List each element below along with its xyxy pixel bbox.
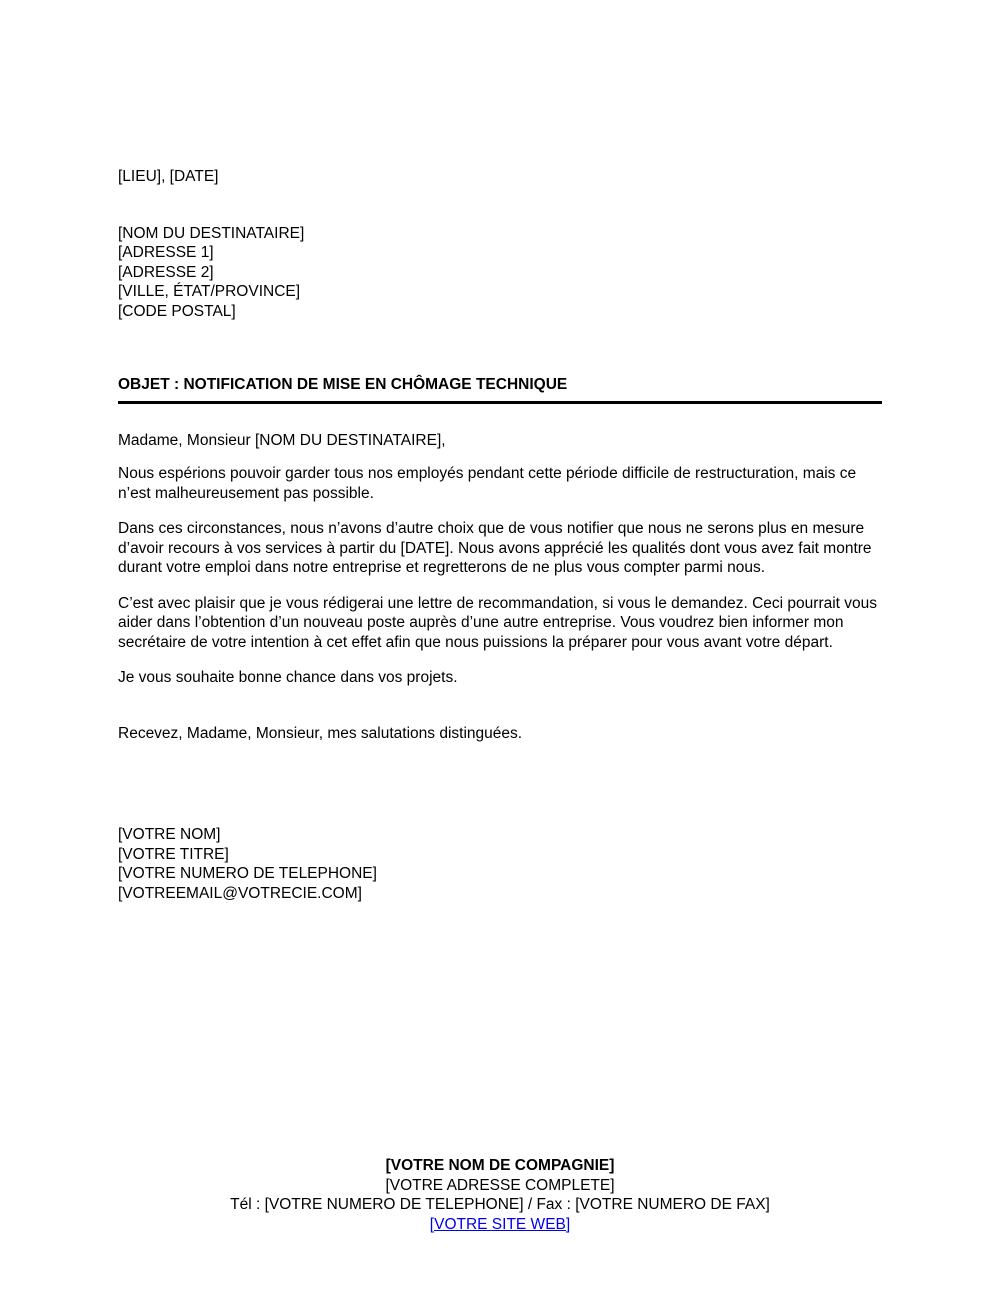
recipient-address-2: [ADRESSE 2] [118,263,214,281]
body-paragraph-2: Dans ces circonstances, nous n’avons d’autre choix que de vous notifier que nous ne serons plus en mesure d’avoir recours à vos services à partir du [DATE]. Nous avons apprécié les qualités dont vous avez fait montre durant votre emploi dans notre entreprise et regretterons de ne plus vous compter parmi nous. [118,520,872,576]
footer-phone-fax: Tél : [VOTRE NUMERO DE TELEPHONE] / Fax : [VOTRE NUMERO DE FAX] [230,1196,770,1213]
footer-company-name: [VOTRE NOM DE COMPAGNIE] [385,1157,615,1174]
closing-line: Recevez, Madame, Monsieur, mes salutations distinguées. [118,724,523,742]
company-footer [0,1156,1000,1234]
footer-website-line [0,1215,1000,1235]
signature-name: [VOTRE NOM] [118,826,221,843]
body-paragraph-3: C’est avec plaisir que je vous rédigerai une lettre de recommandation, si vous le demandez. Ceci pourrait vous aider dans l’obtention d’un nouveau poste auprès d’une autre entreprise. Vous voudrez bien informer mon secrétaire de votre intention à cet effet afin que nous puissions la préparer pour vous avant votre départ. [118,594,878,651]
body-paragraph-4: Je vous souhaite bonne chance dans vos projets. [118,669,458,686]
signature-email: [VOTREEMAIL@VOTRECIE.COM] [118,884,362,902]
recipient-name: [NOM DU DESTINATAIRE] [118,224,305,242]
signature-title: [VOTRE TITRE] [118,845,229,863]
recipient-city-state: [VILLE, ÉTAT/PROVINCE] [118,283,301,300]
signature-block [118,825,882,903]
signature-phone: [VOTRE NUMERO DE TELEPHONE] [118,865,377,882]
footer-company-address: [VOTRE ADRESSE COMPLETE] [385,1176,615,1194]
letter-body [118,167,882,903]
recipient-postal-code: [CODE POSTAL] [118,302,236,320]
body-paragraph-1: Nous espérions pouvoir garder tous nos employés pendant cette période difficile de restructuration, mais ce n’est malheureusement pas possible. [118,465,857,502]
recipient-block [118,224,882,322]
subject-line: OBJET : NOTIFICATION DE MISE EN CHÔMAGE TECHNIQUE [118,376,568,393]
recipient-address-1: [ADRESSE 1] [118,244,214,261]
subject-divider-rule [118,401,882,404]
place-date-line: [LIEU], [DATE] [118,168,219,185]
salutation-line: Madame, Monsieur [NOM DU DESTINATAIRE], [118,431,446,449]
footer-website-link[interactable]: [VOTRE SITE WEB] [429,1215,571,1233]
